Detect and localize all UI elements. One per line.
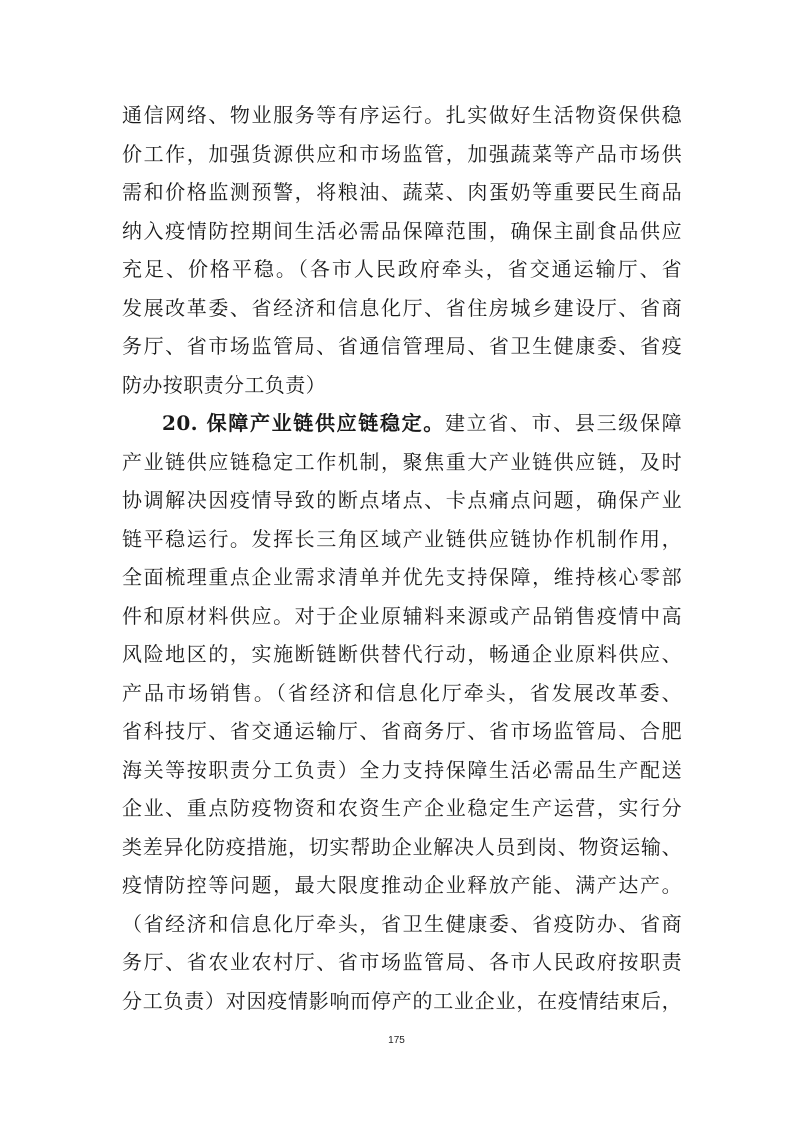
text-line: 充足、价格平稳。（各市人民政府牵头，省交通运输厅、省 [122, 257, 682, 281]
text-line: 协调解决因疫情导致的断点堵点、卡点痛点问题，确保产业 [122, 488, 682, 512]
text-line: 风险地区的，实施断链断供替代行动，畅通企业原料供应、 [122, 642, 682, 666]
text-line: 件和原材料供应。对于企业原辅料来源或产品销售疫情中高 [122, 603, 682, 628]
section-20-first-line [122, 404, 682, 443]
text-line: 产品市场销售。（省经济和信息化厅牵头，省发展改革委、 [122, 680, 682, 705]
page-number: 175 [388, 1035, 405, 1046]
body-text [122, 96, 682, 1020]
text-line: 纳入疫情防控期间生活必需品保障范围，确保主副食品供应 [122, 218, 682, 243]
text-line: 企业、重点防疫物资和农资生产企业稳定生产运营，实行分 [122, 796, 682, 820]
text-line: 务厅、省农业农村厅、省市场监管局、各市人民政府按职责 [122, 950, 682, 974]
text-line: 链平稳运行。发挥长三角区域产业链供应链协作机制作用， [122, 526, 682, 551]
text-line: 全面梳理重点企业需求清单并优先支持保障，维持核心零部 [122, 565, 682, 589]
text-line: 通信网络、物业服务等有序运行。扎实做好生活物资保供稳 [122, 103, 682, 127]
text-line: 务厅、省市场监管局、省通信管理局、省卫生健康委、省疫 [122, 334, 682, 358]
text-line: 产业链供应链稳定工作机制，聚焦重大产业链供应链，及时 [122, 449, 682, 474]
text-line: 类差异化防疫措施，切实帮助企业解决人员到岗、物资运输、 [122, 834, 682, 859]
text-line: 发展改革委、省经济和信息化厅、省住房城乡建设厅、省商 [122, 295, 682, 320]
text-line: 海关等按职责分工负责）全力支持保障生活必需品生产配送 [122, 757, 682, 782]
text-line: （省经济和信息化厅牵头，省卫生健康委、省疫防办、省商 [122, 911, 682, 936]
section-20-heading: 20. 保障产业链供应链稳定。 [162, 411, 445, 435]
text-line: 分工负责）对因疫情影响而停产的工业企业，在疫情结束后， [122, 988, 682, 1013]
text-line: 防办按职责分工负责） [122, 372, 326, 397]
section-20-first-line-text: 建立省、市、县三级保障 [444, 411, 682, 435]
text-line: 疫情防控等问题，最大限度推动企业释放产能、满产达产。 [122, 873, 682, 897]
text-line: 价工作，加强货源供应和市场监管，加强蔬菜等产品市场供 [122, 141, 682, 166]
text-line: 省科技厅、省交通运输厅、省商务厅、省市场监管局、合肥 [122, 719, 682, 743]
text-line: 需和价格监测预警，将粮油、蔬菜、肉蛋奶等重要民生商品 [122, 180, 682, 204]
